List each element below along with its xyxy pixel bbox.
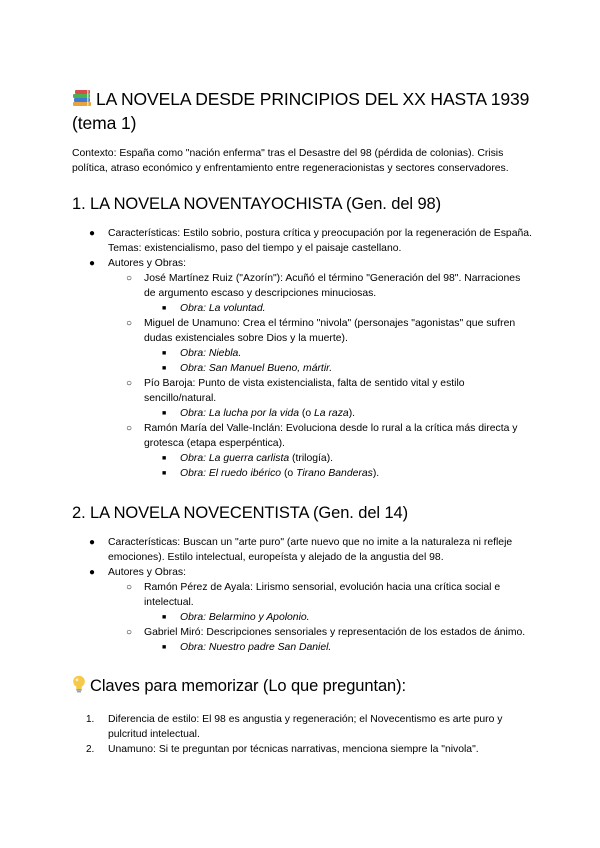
work-ruedo-iberico: Obra: El ruedo ibérico — [180, 468, 282, 479]
list-item — [72, 361, 532, 376]
document-content — [72, 88, 532, 757]
list-item — [72, 226, 532, 256]
work-la-lucha: Obra: La lucha por la vida — [180, 408, 299, 419]
work-niebla: Obra: Niebla. — [180, 348, 242, 359]
work-connector: (o — [299, 408, 315, 419]
list-item — [72, 406, 532, 421]
work-la-raza: La raza — [314, 408, 349, 419]
author-miro: Gabriel Miró: Descripciones sensoriales y representación de los estados de ánimo. — [144, 627, 526, 638]
bullet-marker: ■ — [162, 350, 167, 357]
section1-authors-label: Autores y Obras: — [108, 258, 186, 269]
bullet-marker: ■ — [162, 410, 167, 417]
author-unamuno: Miguel de Unamuno: Crea el término "nivola" (personajes "agonistas" que sufren dudas existenciales sobre Dios y la muerte). — [144, 318, 516, 344]
author-valle-inclan: Ramón María del Valle-Inclán: Evoluciona desde lo rural a la crítica más directa y grotesca (etapa esperpéntica). — [144, 423, 518, 449]
section2-heading: 2. LA NOVELA NOVECENTISTA (Gen. del 14) — [72, 504, 409, 522]
list-item — [72, 316, 532, 346]
bullet-marker: ○ — [126, 627, 133, 638]
bullet-marker: ■ — [162, 305, 167, 312]
bullet-marker: ■ — [162, 614, 167, 621]
list-item — [72, 565, 532, 580]
list-item — [72, 580, 532, 610]
author-azorin: José Martínez Ruiz ("Azorín"): Acuñó el término "Generación del 98". Narraciones de argumento escaso y descripciones minuciosas. — [144, 273, 521, 299]
work-note: (trilogía). — [289, 453, 334, 464]
list-item — [72, 640, 532, 655]
list-item — [72, 610, 532, 625]
section1-list — [72, 226, 532, 481]
author-perez-de-ayala: Ramón Pérez de Ayala: Lirismo sensorial, evolución hacia una crítica social e intelectual. — [144, 582, 501, 608]
list-item — [72, 625, 532, 640]
author-baroja: Pío Baroja: Punto de vista existencialista, falta de sentido vital y estilo sencillo/natural. — [144, 378, 465, 404]
bullet-marker: ○ — [126, 318, 133, 329]
list-item — [72, 712, 532, 742]
work-san-manuel: Obra: San Manuel Bueno, mártir. — [180, 363, 333, 374]
list-item — [72, 376, 532, 406]
list-number: 2. — [86, 744, 95, 755]
list-item — [72, 346, 532, 361]
work-connector: (o — [281, 468, 297, 479]
bullet-marker: ■ — [162, 455, 167, 462]
bullet-marker: ● — [89, 567, 96, 578]
section2-list — [72, 535, 532, 655]
work-nuestro-padre: Obra: Nuestro padre San Daniel. — [180, 642, 332, 653]
list-item — [72, 256, 532, 271]
list-item — [72, 535, 532, 565]
bullet-marker: ● — [89, 228, 96, 239]
books-icon — [72, 89, 92, 112]
list-item — [72, 271, 532, 301]
list-item — [72, 742, 532, 757]
work-closer: ). — [348, 408, 356, 419]
section2-authors-label: Autores y Obras: — [108, 567, 186, 578]
section2-characteristics: Características: Buscan un "arte puro" (arte nuevo que no imite a la naturaleza ni refleje emociones). Estilo intelectual, europeísta y alejado de la angustia del 98. — [108, 537, 513, 563]
bullet-marker: ■ — [162, 644, 167, 651]
list-number: 1. — [86, 714, 95, 725]
keys-heading — [72, 675, 532, 698]
bullet-marker: ○ — [126, 423, 133, 434]
keys-list — [72, 712, 532, 757]
bullet-marker: ● — [89, 537, 96, 548]
key-item-unamuno: Unamuno: Si te preguntan por técnicas narrativas, menciona siempre la "nivola". — [108, 744, 479, 755]
bullet-marker: ○ — [126, 582, 133, 593]
work-la-voluntad: Obra: La voluntad. — [180, 303, 266, 314]
list-item — [72, 301, 532, 316]
bullet-marker: ○ — [126, 378, 133, 389]
bullet-marker: ■ — [162, 365, 167, 372]
list-item — [72, 451, 532, 466]
section1-characteristics: Características: Estilo sobrio, postura crítica y preocupación por la regeneración de España. Temas: existencialismo, paso del tiempo y el paisaje castellano. — [108, 228, 532, 254]
work-guerra-carlista: Obra: La guerra carlista — [180, 453, 290, 464]
work-closer: ). — [372, 468, 380, 479]
bullet-marker: ■ — [162, 470, 167, 477]
section1-heading: 1. LA NOVELA NOVENTAYOCHISTA (Gen. del 98) — [72, 195, 442, 213]
work-tirano-banderas: Tirano Banderas — [296, 468, 373, 479]
bullet-marker: ○ — [126, 273, 133, 284]
context-paragraph: Contexto: España como "nación enferma" tras el Desastre del 98 (pérdida de colonias). Crisis política, atraso económico y enfrentamiento entre regeneracionistas y sectores conservadores. — [72, 148, 509, 174]
title-text: LA NOVELA DESDE PRINCIPIOS DEL XX HASTA 1939 (tema 1) — [72, 89, 530, 133]
work-belarmino: Obra: Belarmino y Apolonio. — [180, 612, 310, 623]
list-item — [72, 466, 532, 481]
keys-heading-text: Claves para memorizar (Lo que preguntan): — [90, 677, 406, 695]
document-title — [72, 88, 532, 134]
list-item — [72, 421, 532, 451]
bullet-marker: ● — [89, 258, 96, 269]
lightbulb-icon — [72, 675, 86, 698]
key-item-style: Diferencia de estilo: El 98 es angustia y regeneración; el Novecentismo es arte puro y pulcritud intelectual. — [108, 714, 503, 740]
